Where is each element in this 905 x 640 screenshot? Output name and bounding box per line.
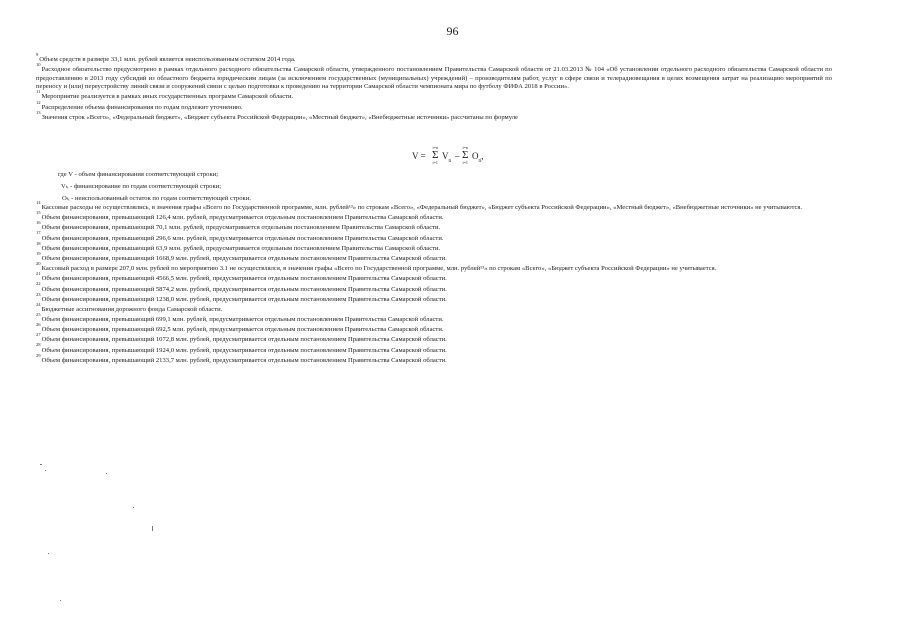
footnote-text: Объем финансирования, превышающий 1238,0 млн. рублей, предусматривается отдельным постановлением Правительства Самарской области. xyxy=(41,295,447,303)
footnote xyxy=(36,322,832,334)
scan-speck xyxy=(133,507,134,508)
footnote-number: 12 xyxy=(36,99,41,105)
footnote-text: Объем финансирования, превышающий 692,5 млн. рублей, предусматривается отдельным постановлением Правительства Самарской области. xyxy=(41,326,444,334)
footnote-number: 27 xyxy=(36,332,41,338)
footnote-text: Объем финансирования, превышающий 1668,9 млн. рублей, предусматривается отдельным постановлением Правительства Самарской области. xyxy=(41,254,447,262)
footnote-number: 11 xyxy=(36,89,41,95)
scan-speck xyxy=(60,600,61,601)
footnote xyxy=(36,89,832,101)
footnote-text: Объем финансирования, превышающий 1072,8 млн. рублей, предусматривается отдельным постановлением Правительства Самарской области. xyxy=(41,336,447,344)
footnote xyxy=(36,250,832,263)
footnote-text: Распределение объема финансирования по годам подлежит уточнению. xyxy=(41,103,243,111)
footnote xyxy=(36,62,832,91)
sum2-lower-limit: i=1 xyxy=(462,160,468,165)
scan-speck xyxy=(106,473,107,474)
footnotes-bottom xyxy=(36,199,832,367)
footnote-text: Мероприятие реализуется в рамках иных государственных программ Самарской области. xyxy=(41,93,294,101)
footnote xyxy=(36,240,832,253)
footnote-text: Объем финансирования, превышающий 1924,0 млн. рублей, предусматривается отдельным постановлением Правительства Самарской области. xyxy=(41,346,447,354)
sum2-upper-limit: i=n xyxy=(462,145,468,150)
formula-sum-2: i=n Σ i=1 xyxy=(462,145,469,165)
scan-speck xyxy=(40,464,42,465)
footnote-number: 18 xyxy=(36,240,41,246)
footnote xyxy=(36,271,832,283)
footnote-text: Объем финансирования, превышающий 4566,5 млн. рублей, предусматривается отдельным постановлением Правительства Самарской области. xyxy=(41,275,447,283)
footnote-number: 20 xyxy=(36,260,41,266)
footnote-text: Бюджетные ассигнования дорожного фонда Самарской области. xyxy=(41,305,223,313)
page-number: 96 xyxy=(446,24,459,38)
footnote xyxy=(36,210,832,222)
footnote-text: Объем финансирования, превышающий 126,4 млн. рублей, предусматривается отдельным постановлением Правительства Самарской области. xyxy=(41,214,444,222)
footnote-number: 19 xyxy=(36,250,41,256)
footnote-number: 24 xyxy=(36,301,41,307)
scan-speck xyxy=(48,553,49,554)
formula-legend xyxy=(58,169,251,205)
footnote-number: 28 xyxy=(36,342,41,348)
footnote-number: 21 xyxy=(36,271,41,277)
footnote xyxy=(36,230,832,243)
footnote-text: Объем финансирования, превышающий 699,1 млн. рублей, предусматривается отдельным постановлением Правительства Самарской области. xyxy=(41,316,444,324)
sum1-lower-limit: i=1 xyxy=(432,160,438,165)
footnote-number: 23 xyxy=(36,291,41,297)
sum1-upper-limit: i=n xyxy=(432,145,438,150)
footnote-number: 10 xyxy=(36,62,41,68)
footnote xyxy=(36,99,832,112)
formula-sum-1: i=n Σ i=1 xyxy=(432,145,439,165)
scan-speck xyxy=(152,526,153,531)
footnote-number: 25 xyxy=(36,311,41,317)
footnote-text: Кассовые расходы не осуществлялись, в значения графы «Всего по Государственной программе, млн. рублей¹³» по строкам «Всего», «Федеральный бюджет», «Бюджет субъекта Российской Федерации», «Местный бюджет», «Внебюджетные источники» не учитываются. xyxy=(41,204,803,211)
scan-speck xyxy=(45,470,46,471)
formula-minus: – xyxy=(455,151,460,161)
footnote xyxy=(36,51,832,64)
footnote xyxy=(36,311,832,324)
legend-line: Vₜᵢ - финансирование по годам соответствующей строки; xyxy=(61,183,222,190)
footnote xyxy=(36,342,832,355)
footnote-number: 14 xyxy=(36,199,41,205)
formula-term-2: $O_{ti}$, xyxy=(472,151,484,164)
footnote-number: 22 xyxy=(36,281,41,287)
footnote-text: Объем финансирования, превышающий 2133,7 млн. рублей, предусматривается отдельным постановлением Правительства Самарской области. xyxy=(41,356,447,364)
footnote-text: Объем финансирования, превышающий 296,6 млн. рублей, предусматривается отдельным постановлением Правительства Самарской области. xyxy=(41,234,444,242)
footnote-number: 16 xyxy=(36,220,41,226)
footnote-text: Расходное обязательство предусмотрено в рамках отдельного расходного обязательства Самарской области, утвержденного постановлением Правительства Самарской области от 21.03.2013 № 104 «Об установлении отдельного расходного обязательства Самарской области по предоставлению в 2013 году субсидий из областного бюджета юридическим лицам (за исключением государственных (муниципальных) учреждений) – производителям работ, услуг в сфере связи и телерадиовещания в целях возмещения затрат на реализацию мероприятий по переносу и (или) переустройству линий связи и сооружений связи с целью подготовки к проведению на территории Самарской области чемпионата мира по футболу ФИФА 2018 в России». xyxy=(36,66,832,91)
footnote-text: Значения строк «Всего», «Федеральный бюджет», «Бюджет субъекта Российской Федерации», «Местный бюджет», «Внебюджетные источники» рассчитаны по формуле xyxy=(41,114,518,121)
formula-term-1: $V_{ti}$ xyxy=(442,151,452,164)
footnote xyxy=(36,260,832,273)
footnote xyxy=(36,352,832,365)
formula-lhs: V = xyxy=(412,151,426,161)
footnote xyxy=(36,220,832,232)
legend-line: где V - объем финансирования соответствующей строки; xyxy=(58,171,219,178)
footnotes-top xyxy=(36,51,832,124)
legend-line: Oₜᵢ - неиспользованный остаток по годам соответствующей строки. xyxy=(62,195,251,202)
footnote xyxy=(36,332,832,344)
footnote-number: 26 xyxy=(36,322,41,328)
footnote-number: 9 xyxy=(36,51,39,57)
footnote xyxy=(36,281,832,294)
footnote-text: Объем средств в размере 33,1 млн. рублей является неиспользованным остатком 2014 года. xyxy=(39,56,296,63)
footnote-text: Объем финансирования, превышающий 5874,2 млн. рублей, предусматривается отдельным постановлением Правительства Самарской области. xyxy=(41,285,447,293)
footnote xyxy=(36,291,832,304)
footnote-text: Объем финансирования, превышающий 63,9 млн. рублей, предусматривается отдельным постановлением Правительства Самарской области. xyxy=(41,244,441,252)
footnote-number: 17 xyxy=(36,230,41,236)
footnote xyxy=(36,109,832,122)
footnote-text: Кассовый расход в размере 207,0 млн. рублей по мероприятию 3.1 не осуществлялся, в значения графы «Всего по Государственной программе, млн. рублей¹³» по строкам «Всего», «Бюджет субъекта Российской Федерации» не учитывается. xyxy=(41,265,717,273)
footnote xyxy=(36,301,832,314)
footnote-number: 29 xyxy=(36,352,41,358)
footnote-text: Объем финансирования, превышающий 70,1 млн. рублей, предусматривается отдельным постановлением Правительства Самарской области. xyxy=(41,224,441,232)
footnote xyxy=(36,199,832,212)
footnote-number: 13 xyxy=(36,109,41,115)
footnote-number: 15 xyxy=(36,210,41,215)
